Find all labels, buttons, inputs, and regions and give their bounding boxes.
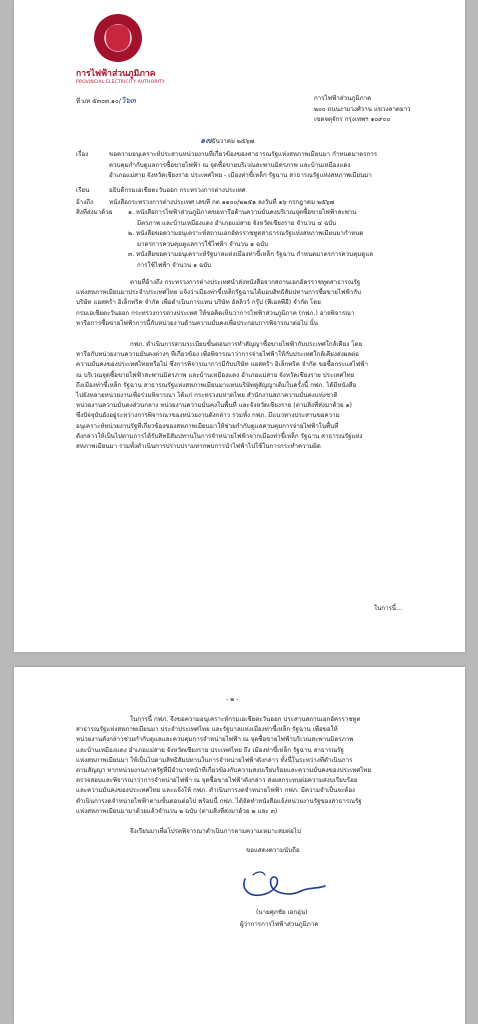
enclosure-item-cont: มิตรภาพ และบ้านเหมืองแดง อำเภอแม่สาย จังหวัดเชียงราย จำนวน ๔ ฉบับ (137, 219, 337, 227)
paragraph-line: ณ บริเวณจุดซื้อขายไฟฟ้าสะพานมิตรภาพ และบ้านเหมืองแดง อำเภอแม่สาย จังหวัดเชียงราย ประเทศไทย (76, 371, 355, 379)
paragraph-line: สหภาพเมียนมา รวมทั้งดำเนินการปราบปรามหากพบการนำไฟฟ้าไปใช้ในการกระทำความผิด (76, 443, 321, 451)
paragraph-line: หารือการซื้อขายไฟฟ้าการนี้กับหน่วยงานด้านความมั่นคงเพื่อประกอบการพิจารณาต่อไป นั้น (76, 319, 319, 327)
address-line: เขตจตุจักร กรุงเทพฯ ๑๐๙๐๐ (314, 116, 391, 124)
paragraph-line: แห่งสหภาพเมียนมามาด้วยแล้วจำนวน ๒ ฉบับ (ตามสิ่งที่ส่งมาด้วย ๒ และ ๓) (76, 807, 278, 815)
closing-request: จึงเรียนมาเพื่อโปรดพิจารณาดำเนินการตามความเหมาะสมต่อไป (130, 828, 301, 835)
letter-date (200, 136, 254, 148)
signature-icon (239, 867, 329, 903)
date-day-handwritten: ๑๗ (200, 136, 212, 146)
org-name-th: การไฟฟ้าส่วนภูมิภาค (76, 69, 156, 79)
closing-salutation: ขอแสดงความนับถือ (246, 847, 300, 854)
ref-number-text: ที่ มท ๕๓๐๓.๑๐/ (76, 98, 121, 105)
enclosure-item: ๒. หนังสือขอความอนุเคราะห์สถานเอกอัครราชทูตสาธารณรัฐแห่งสหภาพเมียนมากำหนด (128, 230, 364, 238)
subject-label: เรื่อง (76, 151, 89, 158)
ref-number-handwritten: วิ๖๓ (120, 96, 136, 105)
reference-number (76, 96, 136, 108)
paragraph-1 (76, 278, 404, 329)
paragraph-line: ความมั่นคงของประเทศไทยหรือไม่ ซึ่งการพิจารณาการมีกับบริษัท แอสคร้า อิเล็กทริค จำกัด ขอซื้อกระแสไฟฟ้า (76, 361, 369, 369)
letter-page-1 (14, 0, 465, 652)
paragraph-line: ในการนี้ กฟภ. จึงขอความอนุเคราะห์กรมเอเชียตะวันออก ประสานสถานเอกอัครราชทูต (130, 716, 361, 723)
paragraph-line: หน่วยงานดังกล่าวช่วยกำกับดูแลและควบคุมการจำหน่ายไฟฟ้า ณ จุดซื้อขายไฟฟ้าบริเวณสะพานมิตรภาพ (76, 736, 354, 744)
paragraph-line: แห่งสหภาพเมียนมาประจำประเทศไทย แจ้งว่าเมืองท่าขี้เหล็กรัฐฉานได้มอบสิทธิสัมปทานการซื้อขายไฟฟ้ากับ (76, 289, 361, 297)
paragraph-line: แห่งสหภาพเมียนมา ให้เป็นไปตามสิทธิสัมปทานในการจำหน่ายไฟฟ้าดังกล่าว ทั้งนี้ในระหว่างที่ดำเนินการ (76, 756, 353, 764)
enclosure-item-cont: มาตรการควบคุมดูแลการใช้ไฟฟ้า จำนวน ๑ ฉบับ (137, 240, 269, 248)
page-number: - ๒ - (226, 696, 239, 703)
enclosure-item-cont: การใช้ไฟฟ้า จำนวน ๑ ฉบับ (137, 261, 212, 269)
signer-name: (นายศุภชัย เอกอุ่น) (256, 909, 308, 916)
sender-address (314, 94, 411, 126)
recipient-text: อธิบดีกรมเอเชียตะวันออก กระทรวงการต่างประเทศ (109, 187, 246, 194)
address-line: การไฟฟ้าส่วนภูมิภาค (314, 95, 372, 102)
enclosure-item: ๑. หนังสือการไฟฟ้าส่วนภูมิภาคขอหารือด้านความมั่นคงบริเวณจุดซื้อขายไฟฟ้าสะพาน (128, 209, 357, 216)
paragraph-line: สาธารณรัฐแห่งสหภาพเมียนมา ประจำประเทศไทย และรัฐบาลแห่งเมืองท่าขี้เหล็ก รัฐฉาน เพื่อขอให้ (76, 726, 338, 734)
paragraph-line: ดำเนินการงดจำหน่ายไฟฟ้าตามขั้นตอนต่อไป พร้อมนี้ กฟภ. ได้จัดทำหนังสือแจ้งหน่วยงานรัฐของสาธารณรัฐ (76, 797, 362, 805)
paragraph-2 (76, 340, 404, 452)
paragraph-line: กรมเอเชียตะวันออก กระทรวงการต่างประเทศ ให้ขอคิดเห็นว่าการไฟฟ้าส่วนภูมิภาค (กฟภ.) อาจพิจารณา (76, 309, 355, 317)
subject-text (109, 150, 377, 182)
enclosures-list (128, 208, 373, 272)
paragraph-line: และบ้านเหมืองแดง อำเภอแม่สาย จังหวัดเชียงราย ประเทศไทย ถึง เมืองท่าขี้เหล็ก รัฐฉาน สาธารณรัฐ (76, 746, 344, 754)
subject-line: ขอความอนุเคราะห์ประสานหน่วยงานที่เกี่ยวข้องของสาธารณรัฐแห่งสหภาพเมียนมา กำหนดมาตรการ (109, 151, 378, 158)
org-name-en: PROVINCIAL ELECTRICITY AUTHORITY (76, 80, 165, 85)
paragraph-line: กฟภ. ดำเนินการตามระเบียบขั้นตอนการทำสัญญาซื้อขายไฟฟ้ากับประเทศใกล้เคียง โดย (130, 341, 363, 348)
reference-text: หนังสือกระทรวงการต่างประเทศ เลขที่ กต ๑๑๐๐/๒๒๕๑ ลงวันที่ ๑๖ กรกฎาคม ๒๕๖๗ (109, 199, 335, 206)
paragraph-line: และความมั่นคงของประเทศไทย และแจ้งให้ กฟภ. ดำเนินการงดจำหน่ายไฟฟ้า กฟภ. มีความจำเป็นจะต้อง (76, 787, 356, 795)
reference-label: อ้างถึง (76, 199, 93, 206)
enclosures-label: สิ่งที่ส่งมาด้วย (76, 209, 113, 216)
paragraph-line: ซึ่งปัจจุบันยังอยู่ระหว่างการพิจารณาของหน่วยงานดังกล่าว รวมทั้ง กฟภ. มีแนวทางประสานขอความ (76, 412, 340, 420)
paragraph-line: บริษัท แอสคร้า อิเล็กทริค จำกัด เพื่อดำเนินการแทน บริษัท อัลลิวว์ กรุ๊ป (พีเอลพีอี) จำกัด โดย (76, 299, 321, 307)
paragraph-line: ตามที่อ้างถึง กระทรวงการต่างประเทศนำส่งหนังสือจากสถานเอกอัครราชทูตสาธารณรัฐ (130, 279, 361, 286)
enclosure-item: ๓. หนังสือขอความอนุเคราะห์รัฐบาลแห่งเมืองท่าขี้เหล็ก รัฐฉาน กำหนดมาตรการควบคุมดูแล (128, 251, 374, 259)
paragraph-line: ดังกล่าวให้เป็นไปตามการได้รับสิทธิสัมปทานในการจำหน่ายไฟฟ้าจากเมืองท่าขี้เหล็ก รัฐฉาน สาธารณรัฐแห่ง (76, 432, 363, 440)
paragraph-line: หารือกับหน่วยงานความมั่นคงต่างๆ ที่เกี่ยวข้อง เพื่อพิจารณาว่าการจ่ายไฟฟ้าให้กับประเทศใกล้เคียงส่งผลต่อ (76, 351, 359, 359)
paragraph-line: หน่วยงานความมั่นคงส่วนกลาง หน่วยงานความมั่นคงในพื้นที่ และจังหวัดเชียงราย (ตามสิ่งที่ส่งมาด้วย ๑) (76, 402, 352, 410)
paragraph-line: อนุเคราะห์หน่วยงานรัฐที่เกี่ยวข้องของสหภาพเมียนมาให้ช่วยกำกับดูแลควบคุมการจ่ายไฟฟ้าในพื้นที่ (76, 422, 339, 430)
paragraph-line: ตรวจสอบและพิจารณาว่าการจำหน่ายไฟฟ้า ณ จุดซื้อขายไฟฟ้าดังกล่าว ส่งผลกระทบต่อความสงบเรียบร้อย (76, 777, 358, 785)
paragraph-line: ถึงเมืองท่าขี้เหล็ก รัฐฉาน สาธารณรัฐแห่งสหภาพเมียนมาแทนบริษัทคู่สัญญาเดิมในครั้งนี้ กฟภ. ได้มีหนังสือ (76, 381, 357, 389)
signer-title: ผู้ว่าการการไฟฟ้าส่วนภูมิภาค (240, 921, 319, 928)
pea-logo-icon (94, 14, 142, 62)
subject-line: ควบคุมกำกับดูแลการซื้อขายไฟฟ้า ณ จุดซื้อขายบริเวณสะพานมิตรภาพ และบ้านเหมืองแดง (109, 161, 351, 169)
letter-page-2 (14, 667, 465, 1024)
paragraph-line: ตามสัญญา หากหน่วยงานภาครัฐที่มีอำนาจหน้าที่เกี่ยวข้องกับความสงบเรียบร้อยและความมั่นคงของประเทศไทย (76, 767, 372, 775)
recipient-label: เรียน (76, 187, 90, 194)
date-month-year: ธันวาคม ๒๕๖๗ (211, 138, 255, 145)
paragraph-line: ไปยังหลายหน่วยงานเพื่อร่วมพิจารณา ได้แก่ กระทรวงมหาดไทย สำนักงานสภาความมั่นคงแห่งชาติ (76, 392, 338, 400)
continued-note: ในการนี้... (374, 605, 402, 612)
paragraph-3 (76, 715, 404, 817)
address-line: ๒๐๐ ถนนงามวงศ์วาน แขวงลาดยาว (314, 105, 411, 113)
subject-line: อำเภอแม่สาย จังหวัดเชียงราย ประเทศไทย - เมืองท่าขี้เหล็ก รัฐฉาน สาธารณรัฐแห่งสหภาพเมียนมา (109, 172, 372, 180)
